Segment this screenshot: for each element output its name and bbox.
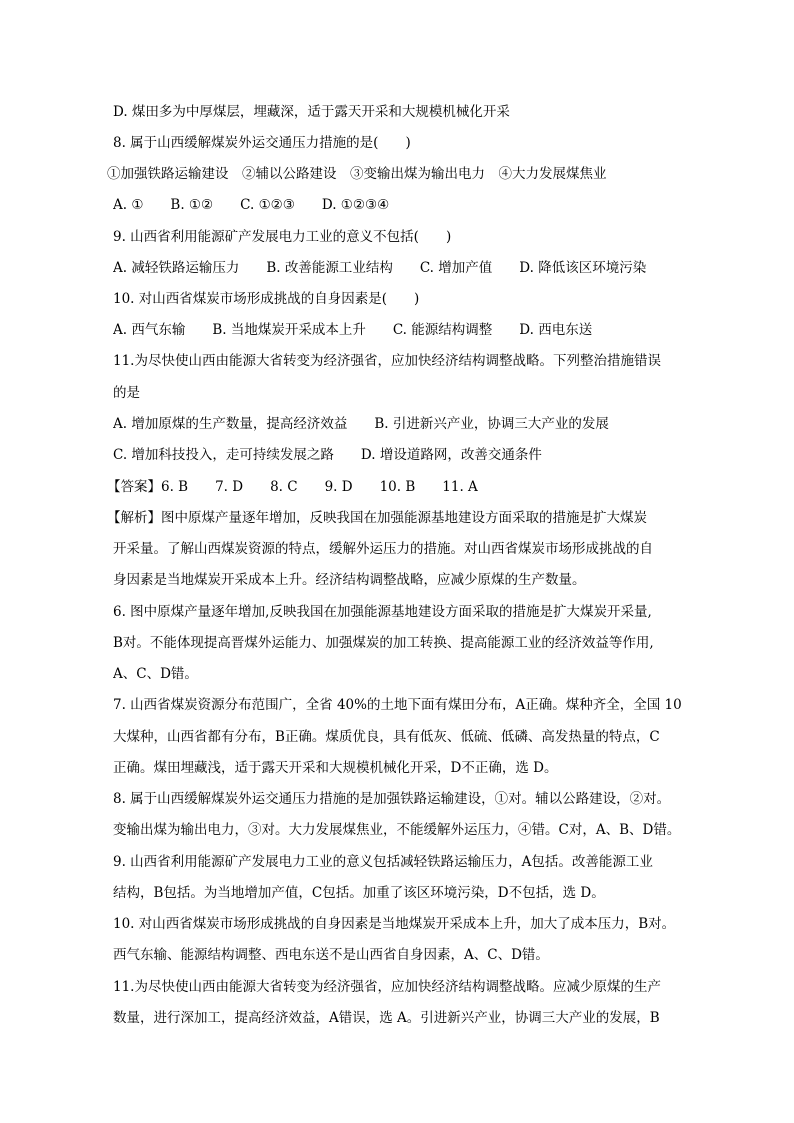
question-8-options: A. ① B. ①② C. ①②③ D. ①②③④: [113, 197, 390, 213]
question-9-options: A. 减轻铁路运输压力 B. 改善能源工业结构 C. 增加产值 D. 降低该区环境污染: [113, 260, 647, 276]
explanation-9-cont: 结构，B包括。为当地增加产值，C包括。加重了该区环境污染，D不包括，选 D。: [113, 885, 605, 901]
question-8: 8. 属于山西缓解煤炭外运交通压力措施的是( ): [113, 135, 411, 151]
explanation-10-cont: 西气东输、能源结构调整、西电东送不是山西省自身因素，A、C、D错。: [113, 947, 549, 963]
explanation-8-cont: 变输出煤为输出电力，③对。大力发展煤焦业，不能缓解外运压力，④错。C对，A、B、D错。: [113, 822, 681, 838]
explanation-6-cont: B对。不能体现提高晋煤外运能力、加强煤炭的加工转换、提高能源工业的经济效益等作用,: [113, 635, 654, 651]
question-10: 10. 对山西省煤炭市场形成挑战的自身因素是( ): [113, 291, 420, 307]
option-d-q7: D. 煤田多为中厚煤层，埋藏深，适于露天开采和大规模机械化开采: [113, 104, 510, 120]
question-11-options-ab: A. 增加原煤的生产数量，提高经济效益 B. 引进新兴产业，协调三大产业的发展: [113, 416, 609, 432]
analysis-line: 开采量。了解山西煤炭资源的特点，缓解外运压力的措施。对山西省煤炭市场形成挑战的自: [113, 541, 653, 557]
question-10-options: A. 西气东输 B. 当地煤炭开采成本上升 C. 能源结构调整 D. 西电东送: [113, 322, 593, 338]
explanation-7: 7. 山西省煤炭资源分布范围广，全省 40%的土地下面有煤田分布，A正确。煤种齐全，全国 10: [113, 697, 682, 713]
explanation-7-cont: 正确。煤田埋藏浅，适于露天开采和大规模机械化开采，D不正确，选 D。: [113, 760, 558, 776]
question-11-cont: 的是: [113, 385, 140, 401]
explanation-10: 10. 对山西省煤炭市场形成挑战的自身因素是当地煤炭开采成本上升，加大了成本压力，B对。: [113, 916, 676, 932]
explanation-11-cont: 数量，进行深加工，提高经济效益，A错误，选 A。引进新兴产业，协调三大产业的发展，B: [113, 1010, 660, 1026]
question-11-options-cd: C. 增加科技投入，走可持续发展之路 D. 增设道路网，改善交通条件: [113, 447, 542, 463]
explanation-9: 9. 山西省利用能源矿产发展电力工业的意义包括减轻铁路运输压力，A包括。改善能源工业: [113, 854, 653, 870]
explanation-11: 11.为尽快使山西由能源大省转变为经济强省，应加快经济结构调整战略。应减少原煤的生产: [113, 979, 661, 995]
question-8-statements: ①加强铁路运输建设 ②辅以公路建设 ③变输出煤为输出电力 ④大力发展煤焦业: [107, 166, 607, 182]
analysis-intro: 【解析】图中原煤产量逐年增加，反映我国在加强能源基地建设方面采取的措施是扩大煤炭: [107, 510, 647, 526]
question-11: 11.为尽快使山西由能源大省转变为经济强省，应加快经济结构调整战略。下列整治措施错误: [113, 353, 661, 369]
question-9: 9. 山西省利用能源矿产发展电力工业的意义不包括( ): [113, 229, 452, 245]
analysis-line: 身因素是当地煤炭开采成本上升。经济结构调整战略，应减少原煤的生产数量。: [113, 572, 586, 588]
explanation-7-cont: 大煤种，山西省都有分布，B正确。煤质优良，具有低灰、低硫、低磷、高发热量的特点，C: [113, 729, 660, 745]
explanation-8: 8. 属于山西缓解煤炭外运交通压力措施的是加强铁路运输建设，①对。辅以公路建设，②对。: [113, 791, 671, 807]
explanation-6-cont: A、C、D错。: [113, 666, 198, 682]
explanation-6: 6. 图中原煤产量逐年增加,反映我国在加强能源基地建设方面采取的措施是扩大煤炭开采量,: [113, 604, 652, 620]
answer-key: 【答案】6. B 7. D 8. C 9. D 10. B 11. A: [107, 479, 478, 495]
